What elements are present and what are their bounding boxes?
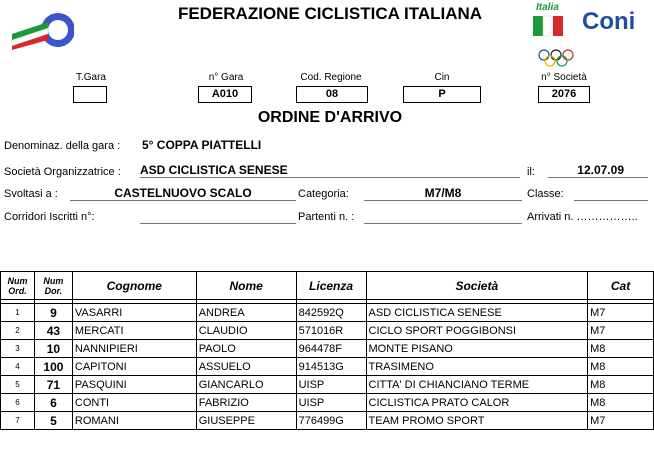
col-header-num-dor: Num Dor. bbox=[34, 272, 72, 300]
code-value-tgara bbox=[73, 86, 107, 103]
document-title: ORDINE D'ARRIVO bbox=[257, 109, 403, 126]
cell-nome: GIUSEPPE bbox=[196, 412, 296, 430]
code-value-cin: P bbox=[403, 86, 481, 103]
code-label-cin: Cin bbox=[434, 72, 450, 83]
cell-cognome: CAPITONI bbox=[72, 358, 196, 376]
cell-cognome: NANNIPIERI bbox=[72, 340, 196, 358]
fci-logo bbox=[8, 10, 74, 50]
results-table bbox=[0, 271, 654, 430]
cell-cognome: MERCATI bbox=[72, 322, 196, 340]
cell-societa: CITTA' DI CHIANCIANO TERME bbox=[366, 376, 588, 394]
code-value-nsocieta: 2076 bbox=[538, 86, 590, 103]
table-row bbox=[1, 376, 654, 394]
code-label-ngara: n° Gara bbox=[208, 72, 244, 83]
cell-ord: 3 bbox=[1, 340, 35, 358]
cell-licenza: 571016R bbox=[296, 322, 366, 340]
cell-societa: CICLO SPORT POGGIBONSI bbox=[366, 322, 588, 340]
table-row bbox=[1, 304, 654, 322]
cell-societa: CICLISTICA PRATO CALOR bbox=[366, 394, 588, 412]
arrivati-label: Arrivati n. …………….. bbox=[527, 211, 638, 223]
table-header-row bbox=[1, 272, 654, 300]
cell-licenza: 776499G bbox=[296, 412, 366, 430]
cell-dor: 6 bbox=[34, 394, 72, 412]
cell-licenza: UISP bbox=[296, 394, 366, 412]
societa-label: Società Organizzatrice : bbox=[4, 166, 121, 178]
cell-ord: 4 bbox=[1, 358, 35, 376]
col-header-cognome: Cognome bbox=[72, 272, 196, 300]
col-header-nome: Nome bbox=[196, 272, 296, 300]
table-row bbox=[1, 322, 654, 340]
denominazione-value: 5° COPPA PIATTELLI bbox=[142, 138, 262, 152]
classe-label: Classe: bbox=[527, 188, 564, 200]
cell-dor: 10 bbox=[34, 340, 72, 358]
svoltasi-value: CASTELNUOVO SCALO bbox=[70, 186, 296, 201]
cell-ord: 2 bbox=[1, 322, 35, 340]
denominazione-label: Denominaz. della gara : bbox=[4, 140, 121, 152]
col-header-cat: Cat bbox=[588, 272, 654, 300]
code-value-ngara: A010 bbox=[198, 86, 252, 103]
code-value-regione: 08 bbox=[296, 86, 368, 103]
cell-nome: ASSUELO bbox=[196, 358, 296, 376]
code-label-regione: Cod. Regione bbox=[300, 72, 362, 83]
cell-dor: 5 bbox=[34, 412, 72, 430]
coni-italia-text: Italia bbox=[536, 2, 559, 13]
cell-dor: 71 bbox=[34, 376, 72, 394]
cell-licenza: 914513G bbox=[296, 358, 366, 376]
cell-societa: MONTE PISANO bbox=[366, 340, 588, 358]
date-value: 12.07.09 bbox=[548, 163, 648, 178]
cell-cat: M7 bbox=[588, 322, 654, 340]
corridori-label: Corridori Iscritti n°: bbox=[4, 211, 95, 223]
code-label-nsocieta: n° Società bbox=[541, 72, 587, 83]
code-label-tgara: T.Gara bbox=[75, 72, 106, 83]
cell-cognome: ROMANI bbox=[72, 412, 196, 430]
cell-licenza: UISP bbox=[296, 376, 366, 394]
cell-cat: M8 bbox=[588, 340, 654, 358]
cell-nome: FABRIZIO bbox=[196, 394, 296, 412]
cell-dor: 9 bbox=[34, 304, 72, 322]
cell-nome: ANDREA bbox=[196, 304, 296, 322]
col-header-societa: Società bbox=[366, 272, 588, 300]
cell-cognome: PASQUINI bbox=[72, 376, 196, 394]
cell-nome: CLAUDIO bbox=[196, 322, 296, 340]
categoria-label: Categoria: bbox=[298, 188, 349, 200]
cell-cat: M8 bbox=[588, 358, 654, 376]
cell-ord: 7 bbox=[1, 412, 35, 430]
partenti-value bbox=[364, 209, 522, 224]
coni-wordmark: Coni bbox=[582, 8, 636, 35]
table-row bbox=[1, 394, 654, 412]
cell-nome: PAOLO bbox=[196, 340, 296, 358]
cell-ord: 5 bbox=[1, 376, 35, 394]
cell-societa: TEAM PROMO SPORT bbox=[366, 412, 588, 430]
societa-value: ASD CICLISTICA SENESE bbox=[140, 163, 520, 178]
col-header-licenza: Licenza bbox=[296, 272, 366, 300]
partenti-label: Partenti n. : bbox=[298, 211, 355, 223]
cell-cat: M8 bbox=[588, 376, 654, 394]
corridori-value bbox=[140, 209, 296, 224]
cell-nome: GIANCARLO bbox=[196, 376, 296, 394]
cell-licenza: 964478F bbox=[296, 340, 366, 358]
cell-licenza: 842592Q bbox=[296, 304, 366, 322]
cell-cat: M8 bbox=[588, 394, 654, 412]
cell-cat: M7 bbox=[588, 412, 654, 430]
cell-cognome: VASARRI bbox=[72, 304, 196, 322]
table-row bbox=[1, 358, 654, 376]
cell-ord: 1 bbox=[1, 304, 35, 322]
cell-societa: ASD CICLISTICA SENESE bbox=[366, 304, 588, 322]
table-row bbox=[1, 412, 654, 430]
cell-dor: 43 bbox=[34, 322, 72, 340]
cell-societa: TRASIMENO bbox=[366, 358, 588, 376]
date-label: il: bbox=[527, 166, 535, 178]
cell-dor: 100 bbox=[34, 358, 72, 376]
classe-value bbox=[574, 186, 648, 201]
table-row bbox=[1, 340, 654, 358]
cell-cognome: CONTI bbox=[72, 394, 196, 412]
categoria-value: M7/M8 bbox=[364, 186, 522, 201]
federation-title: FEDERAZIONE CICLISTICA ITALIANA bbox=[177, 4, 483, 23]
cell-ord: 6 bbox=[1, 394, 35, 412]
cell-cat: M7 bbox=[588, 304, 654, 322]
col-header-num-ord: Num Ord. bbox=[1, 272, 35, 300]
svoltasi-label: Svoltasi a : bbox=[4, 188, 58, 200]
